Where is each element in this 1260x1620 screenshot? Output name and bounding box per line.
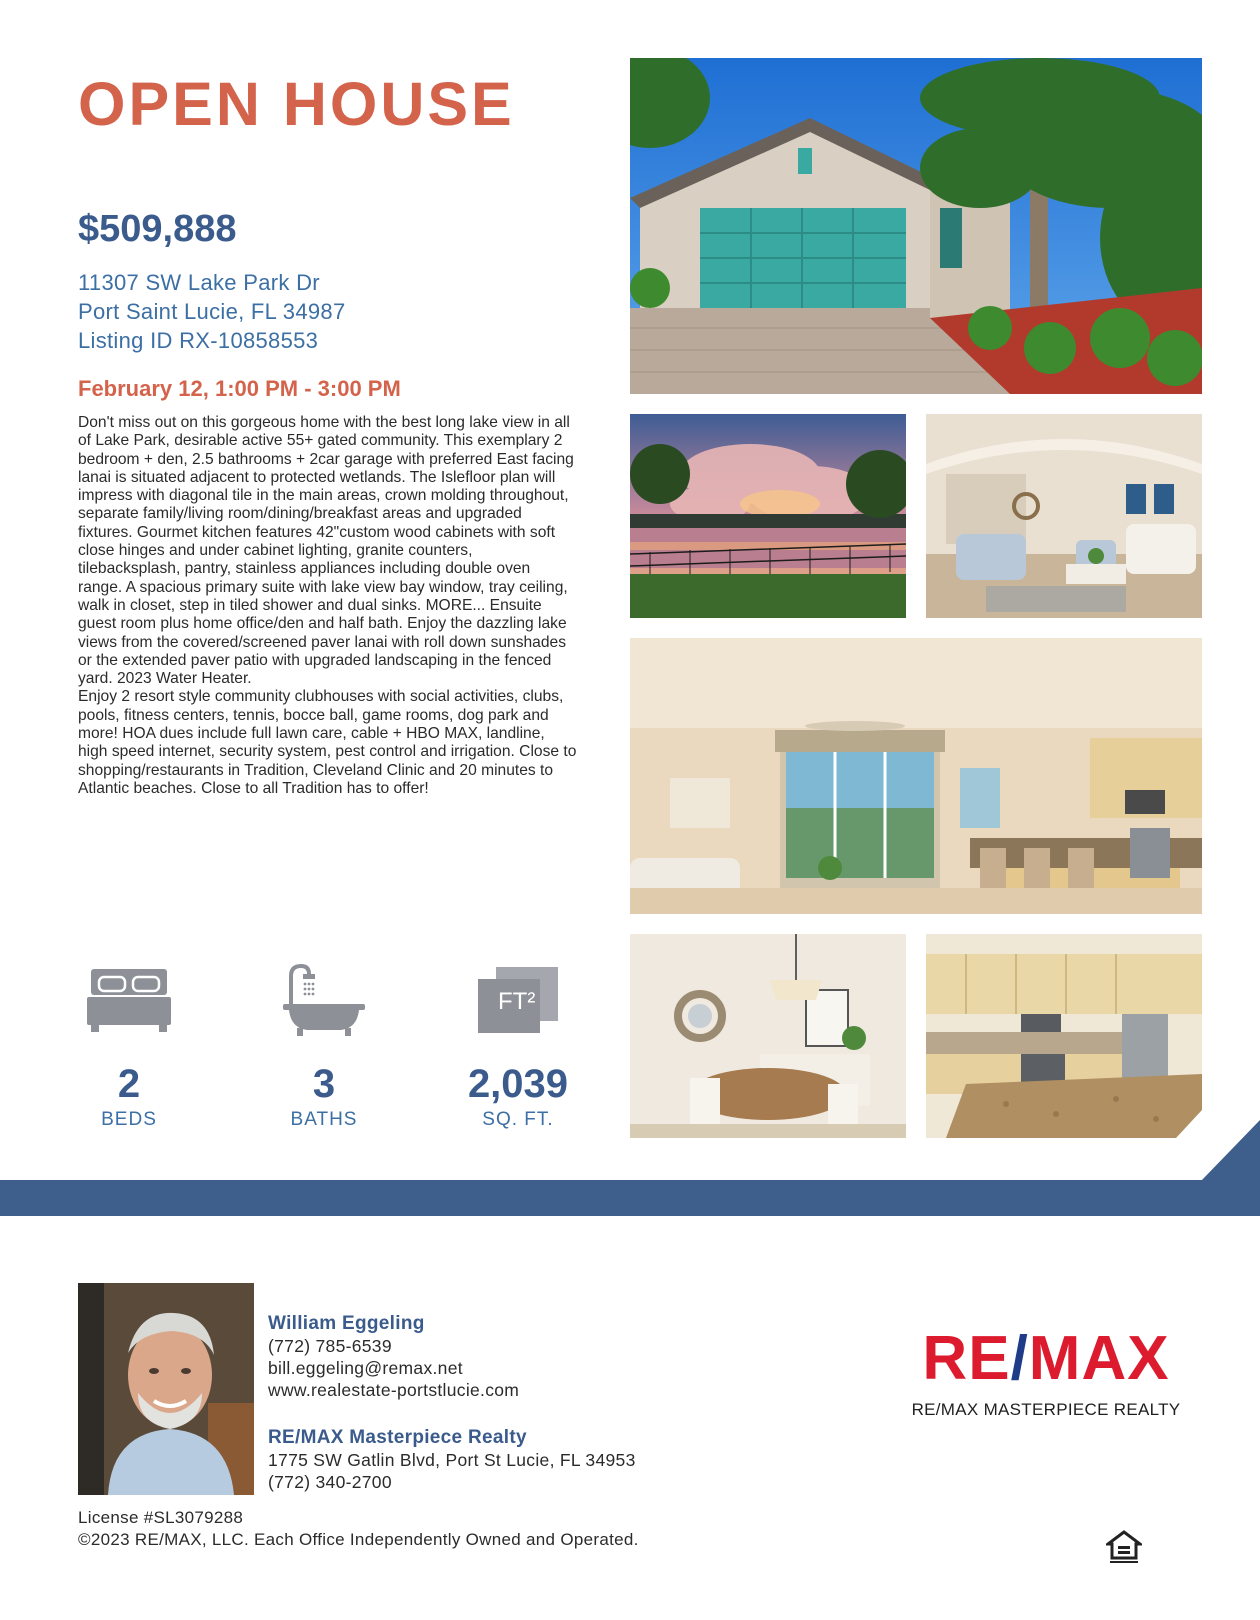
bed-icon xyxy=(54,960,204,1040)
beds-stat xyxy=(54,960,204,1129)
photo-kitchen xyxy=(926,934,1202,1138)
bathtub-icon xyxy=(249,960,399,1040)
description-paragraph: Don't miss out on this gorgeous home with the best long lake view in all of Lake Park, desirable active 55+ gated community. This exemplary 2 bedroom + den, 2.5 bathrooms + 2car garage with preferred East facing lanai is situated adjacent to protected wetlands. The Islefloor plan will impress with diagonal tile in the main areas, crown molding throughout, separate family/living room/dining/breakfast areas and upgraded fixtures. Gourmet kitchen features 42"custom wood cabinets with soft close hinges and under cabinet lighting, granite counters, tilebacksplash, pantry, stainless appliances including double oven range. A spacious primary suite with lake view bay window, tray ceiling, walk in closet, step in tiled shower and dual sinks. MORE... Ensuite guest room plus home office/den and half bath. Enjoy the dazzling lake views from the covered/screened paver lanai with roll down sunshades or the extended paver patio with upgraded landscaping in the fenced yard. 2023 Water Heater. xyxy=(78,414,574,688)
agent-contact xyxy=(268,1313,636,1493)
address-street: 11307 SW Lake Park Dr xyxy=(78,270,320,295)
office-phone[interactable]: (772) 340-2700 xyxy=(268,1472,392,1492)
equal-housing-icon xyxy=(1106,1530,1142,1566)
address-city: Port Saint Lucie, FL 34987 xyxy=(78,299,346,324)
sqft-value: 2,039 xyxy=(467,1062,569,1106)
baths-stat xyxy=(249,960,399,1129)
remax-wordmark: RE/MAX xyxy=(922,1324,1170,1393)
remax-subtitle: RE/MAX MASTERPIECE REALTY xyxy=(911,1400,1181,1419)
office-name: RE/MAX Masterpiece Realty xyxy=(268,1427,527,1448)
agent-email[interactable]: bill.eggeling@remax.net xyxy=(268,1358,463,1378)
sqft-label: SQ. FT. xyxy=(482,1109,554,1130)
description-paragraph: Enjoy 2 resort style community clubhouses with social activities, clubs, pools, fitness centers, tennis, bocce ball, game rooms, dog park and more! HOA dues include full lawn care, cable + HBO MAX, landline, high speed internet, security system, pest control and irrigation. Close to shopping/restaurants in Tradition, Cleveland Clinic and 20 minutes to Atlantic beaches. Close to all Tradition has to offer! xyxy=(78,688,577,797)
agent-phone[interactable]: (772) 785-6539 xyxy=(268,1336,392,1356)
office-address: 1775 SW Gatlin Blvd, Port St Lucie, FL 34953 xyxy=(268,1450,636,1470)
copyright-notice: ©2023 RE/MAX, LLC. Each Office Independently Owned and Operated. xyxy=(78,1530,639,1549)
listing-address xyxy=(78,268,345,355)
remax-logo xyxy=(908,1324,1184,1420)
beds-label: BEDS xyxy=(101,1109,157,1130)
listing-price: $509,888 xyxy=(78,208,237,250)
square-feet-icon xyxy=(443,960,593,1040)
baths-value: 3 xyxy=(312,1062,336,1106)
sqft-stat xyxy=(443,960,593,1129)
license-number: License #SL3079288 xyxy=(78,1508,244,1527)
photo-great-room xyxy=(630,638,1202,914)
listing-id: Listing ID RX-10858553 xyxy=(78,328,319,353)
open-house-time: February 12, 1:00 PM - 3:00 PM xyxy=(78,376,401,401)
band-corner-accent xyxy=(1200,1120,1260,1182)
legal-text xyxy=(78,1507,639,1551)
beds-value: 2 xyxy=(117,1062,141,1106)
photo-lake-sunset xyxy=(630,414,906,618)
page-title: OPEN HOUSE xyxy=(78,70,515,138)
agent-photo xyxy=(78,1283,254,1495)
baths-label: BATHS xyxy=(290,1109,358,1130)
agent-website[interactable]: www.realestate-portstlucie.com xyxy=(268,1380,520,1400)
sqft-icon-text: FT² xyxy=(498,988,536,1015)
footer-band xyxy=(0,1180,1260,1216)
photo-dining xyxy=(630,934,906,1138)
photo-exterior xyxy=(630,58,1202,394)
property-description xyxy=(78,414,578,798)
agent-name: William Eggeling xyxy=(268,1313,425,1334)
photo-living-room xyxy=(926,414,1202,618)
